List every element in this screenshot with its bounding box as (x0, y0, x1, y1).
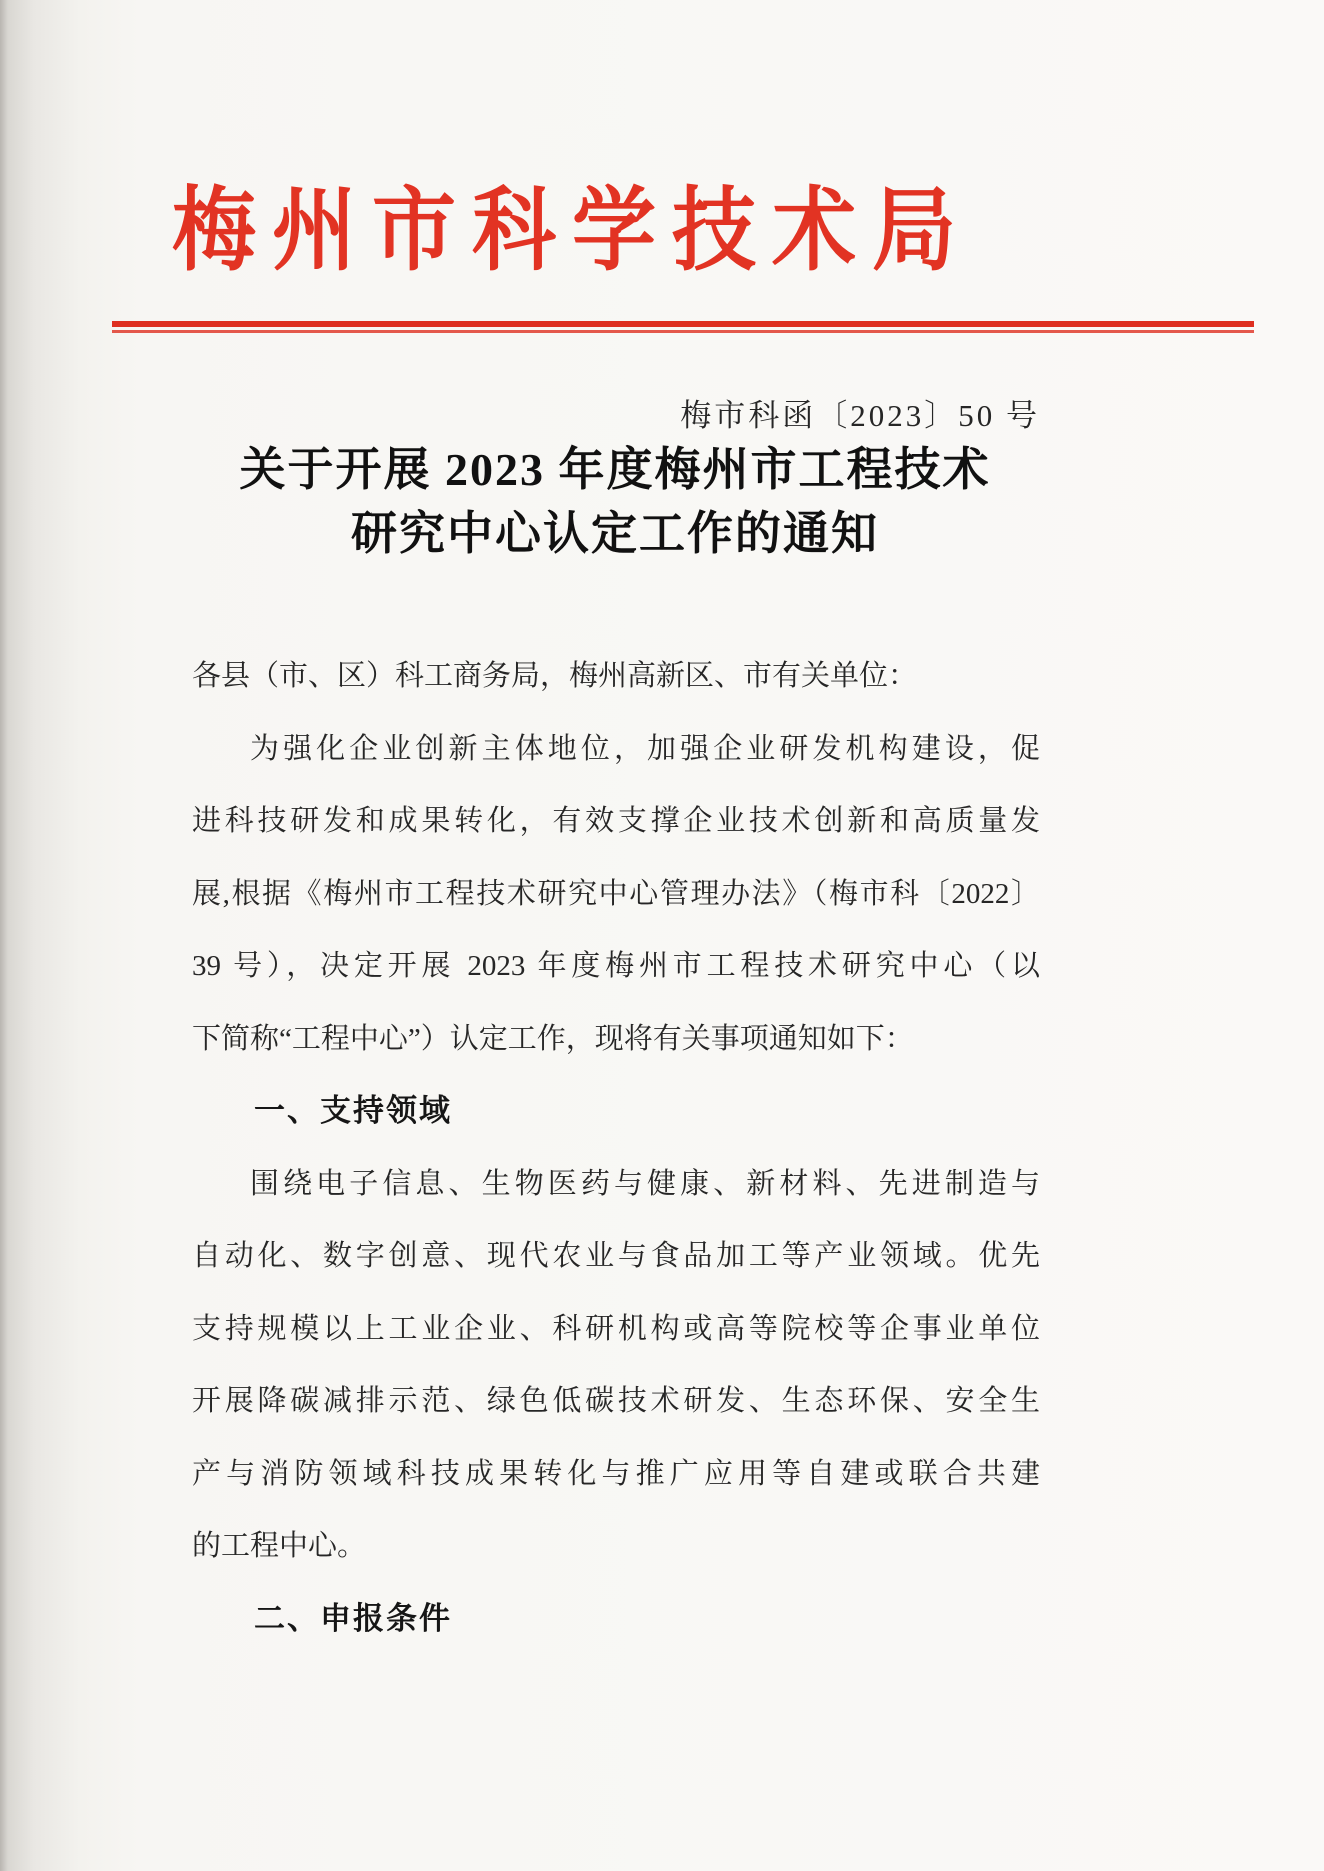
red-divider-rule (112, 321, 1254, 333)
red-rule-thin-line (112, 330, 1254, 333)
body-line: 支持规模以上工业企业、科研机构或高等院校等企事业单位 (192, 1312, 1040, 1345)
notice-title (190, 438, 1040, 566)
document-body (192, 640, 1040, 1655)
body-line: 围绕电子信息、生物医药与健康、新材料、先进制造与 (250, 1167, 1040, 1200)
body-line: 展,根据《梅州市工程技术研究中心管理办法》（梅市科〔2022〕 (192, 877, 1040, 910)
body-line: 产与消防领域科技成果转化与推广应用等自建或联合共建 (192, 1457, 1040, 1490)
notice-title-line1: 关于开展 2023 年度梅州市工程技术 (239, 444, 991, 495)
body-line: 开展降碳减排示范、绿色低碳技术研发、生态环保、安全生 (192, 1385, 1040, 1417)
section-heading-1: 一、支持领域 (254, 1093, 452, 1128)
section-heading-2: 二、申报条件 (254, 1600, 452, 1636)
body-line: 为强化企业创新主体地位，加强企业研发机构建设，促 (250, 732, 1040, 765)
body-line: 的工程中心。 (192, 1530, 367, 1562)
body-line: 自动化、数字创意、现代农业与食品加工等产业领域。优先 (192, 1240, 1040, 1272)
salutation-line: 各县（市、区）科工商务局，梅州高新区、市有关单位： (192, 660, 918, 692)
body-line: 进科技研发和成果转化，有效支撑企业技术创新和高质量发 (192, 805, 1040, 837)
notice-title-line2: 研究中心认定工作的通知 (351, 508, 879, 559)
body-line: 39 号），决定开展 2023 年度梅州市工程技术研究中心（以 (192, 950, 1040, 982)
agency-header-title: 梅州市科学技术局 (172, 181, 973, 283)
document-number: 梅市科函〔2023〕50 号 (680, 398, 1040, 433)
body-line: 下简称“工程中心”）认定工作，现将有关事项通知如下： (192, 1022, 914, 1055)
